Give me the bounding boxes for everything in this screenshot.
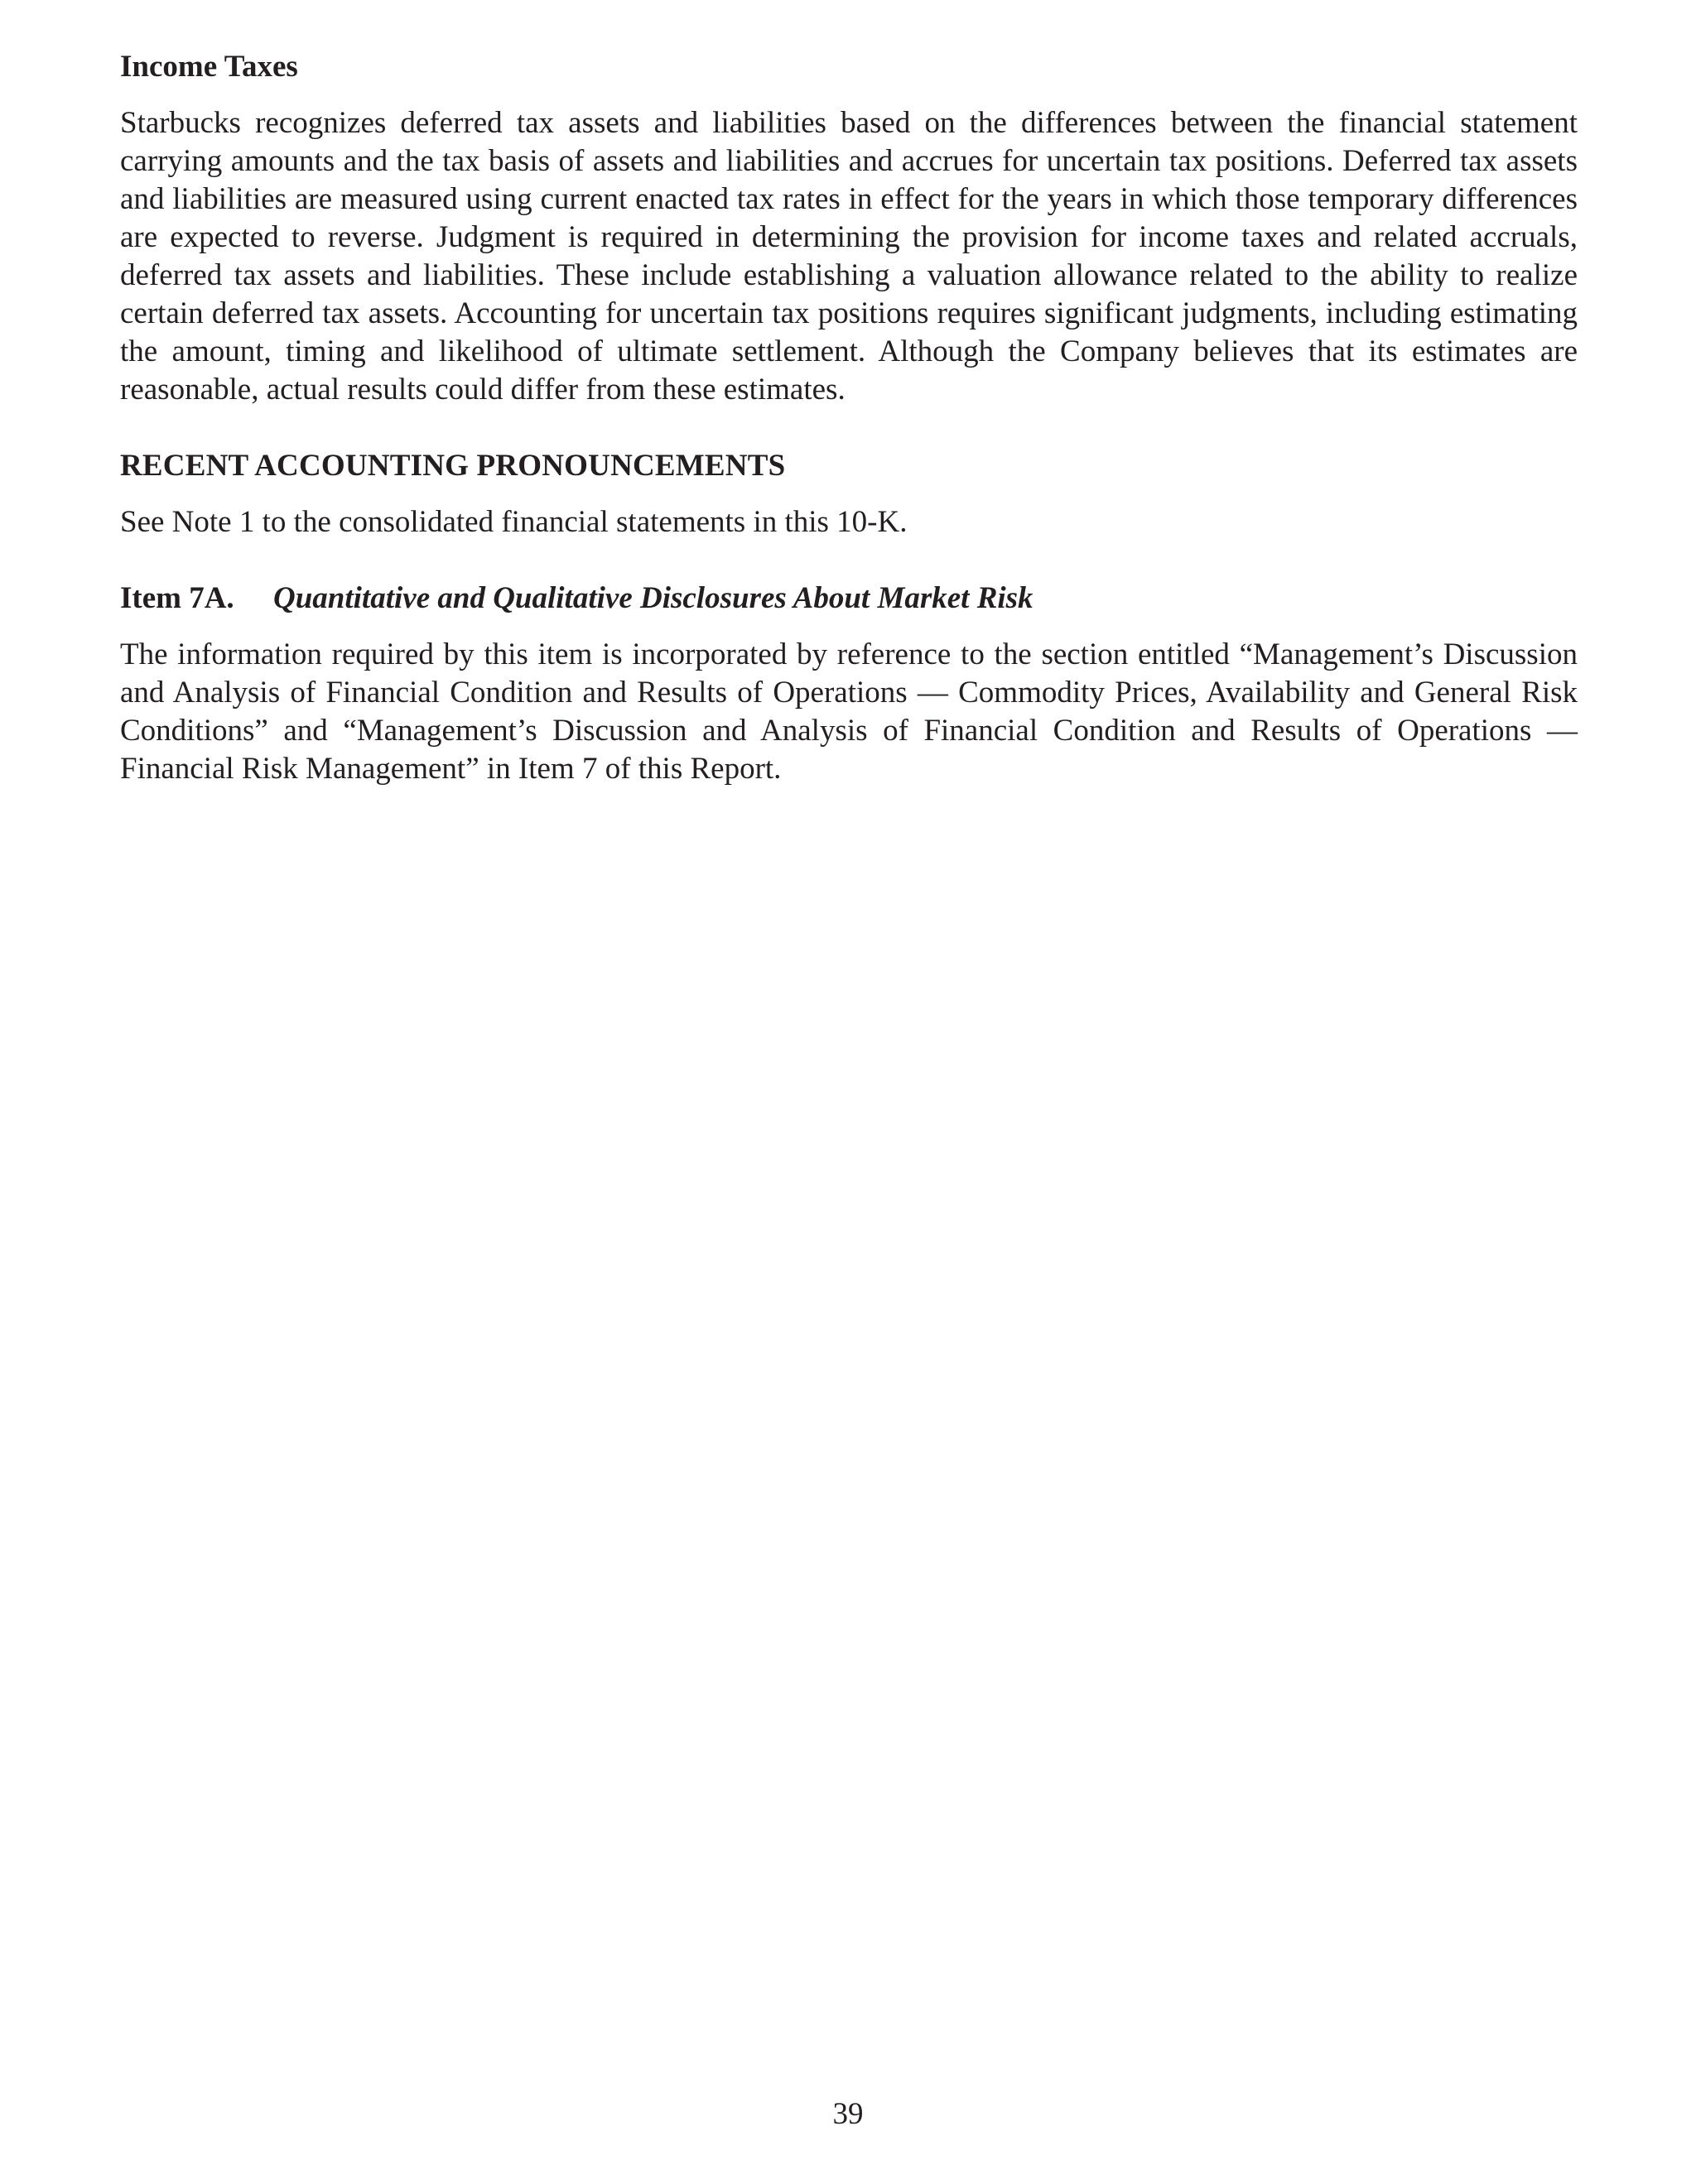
income-taxes-paragraph: Starbucks recognizes deferred tax assets and liabilities based on the differences between the financial statement carrying amounts and the tax basis of assets and liabilities and accrues for uncertain tax positions. Deferred tax assets and liabilities are measured using current enacted tax rates in effect for the years in which those temporary differences are expected to reverse. Judgment is required in determining the provision for income taxes and related accruals, deferred tax assets and liabilities. These include establishing a valuation allowance related to the ability to realize certain deferred tax assets. Accounting for uncertain tax positions requires significant judgments, including estimating the amount, timing and likelihood of ultimate settlement. Although the Company believes that its estimates are reasonable, actual results could differ from these estimates. [120, 106, 1578, 406]
recent-accounting-heading: RECENT ACCOUNTING PRONOUNCEMENTS [120, 449, 786, 483]
page-number: 39 [832, 2097, 864, 2131]
recent-accounting-paragraph: See Note 1 to the consolidated financial statements in this 10-K. [120, 505, 908, 539]
item-7a-number: Item 7A. [120, 581, 234, 615]
document-content [120, 48, 1578, 788]
item-7a-title: Quantitative and Qualitative Disclosures About Market Risk [273, 581, 1034, 615]
item-7a-paragraph: The information required by this item is incorporated by reference to the section entitled “Management’s Discussion and Analysis of Financial Condition and Results of Operations — Commodity Prices, Availability and General Risk Conditions” and “Management’s Discussion and Analysis of Financial Condition and Results of Operations — Financial Risk Management” in Item 7 of this Report. [120, 637, 1578, 786]
item-7a-heading [120, 580, 1578, 618]
income-taxes-heading: Income Taxes [120, 50, 298, 84]
